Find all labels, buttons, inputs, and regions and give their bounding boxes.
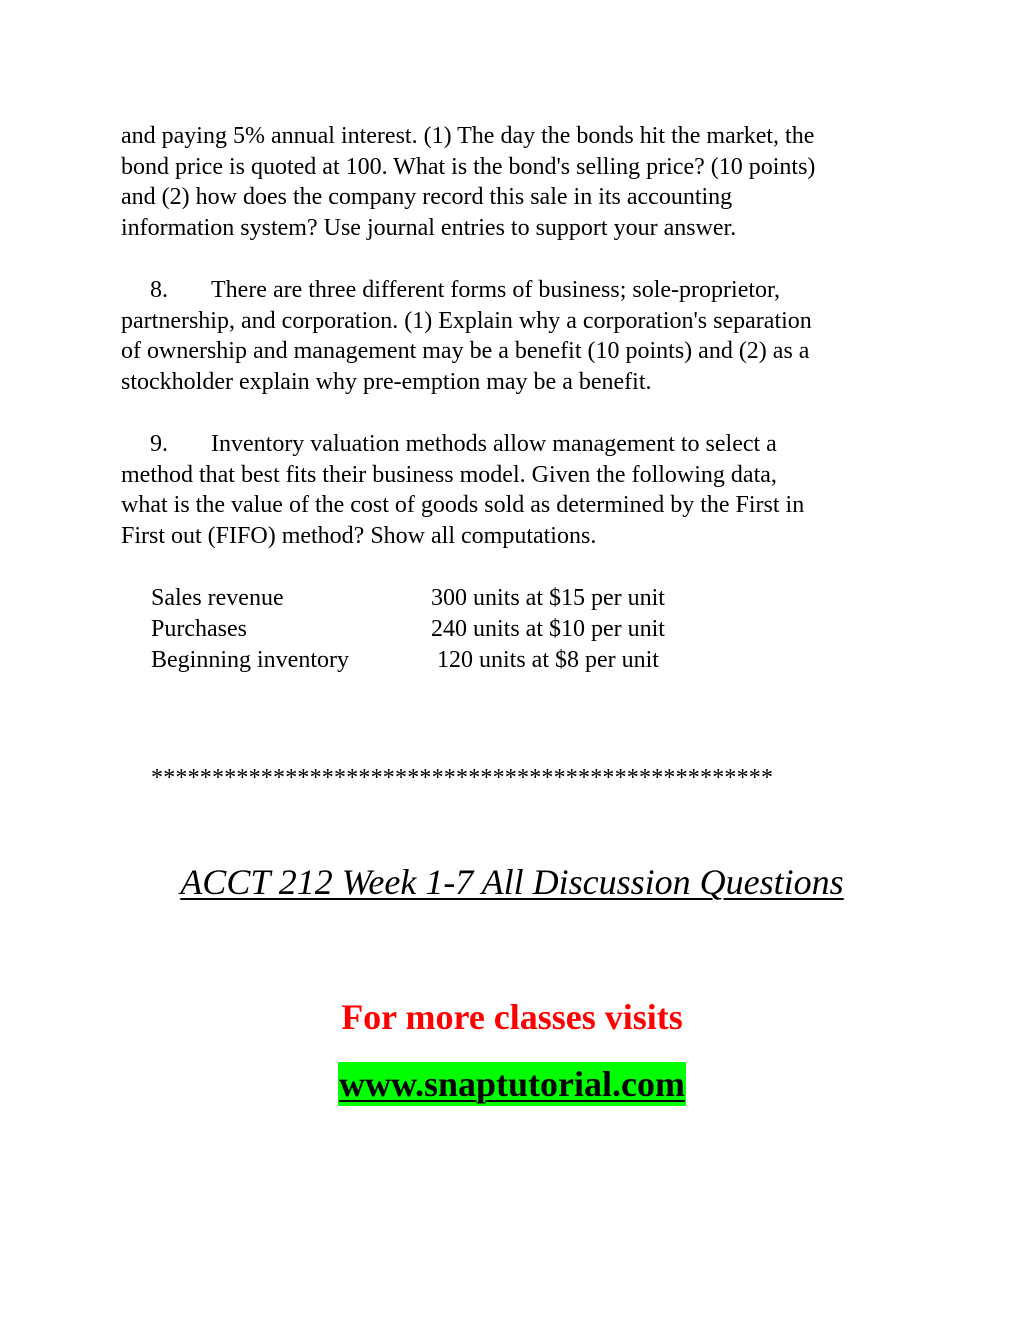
- inventory-row-purchases: [151, 614, 665, 645]
- paragraph-line: partnership, and corporation. (1) Explain why a corporation's separation: [121, 307, 812, 334]
- paragraph-line: and paying 5% annual interest. (1) The day the bonds hit the market, the: [121, 123, 815, 149]
- promo-link-wrapper: [0, 1062, 1024, 1106]
- paragraph-line: [121, 429, 911, 460]
- page-heading: [0, 858, 1024, 906]
- promo-text: For more classes visits: [341, 997, 683, 1037]
- paragraph-line: method that best fits their business model. Given the following data,: [121, 461, 777, 488]
- question-number: 8.: [150, 277, 168, 303]
- inventory-value: 300 units at $15 per unit: [431, 585, 665, 611]
- inventory-label: Purchases: [151, 616, 247, 642]
- paragraph-line: and (2) how does the company record this sale in its accounting: [121, 184, 733, 211]
- question8-paragraph: [121, 275, 911, 398]
- question-text: Inventory valuation methods allow management to select a: [211, 431, 777, 457]
- paragraph-line: information system? Use journal entries to support your answer.: [121, 215, 737, 242]
- question-text: There are three different forms of business; sole-proprietor,: [211, 277, 781, 303]
- paragraph-line: stockholder explain why pre-emption may be a benefit.: [121, 369, 652, 396]
- question7-continuation: [121, 121, 911, 244]
- snaptutorial-link[interactable]: www.snaptutorial.com: [338, 1064, 685, 1104]
- paragraph-line: bond price is quoted at 100. What is the bond's selling price? (10 points): [121, 153, 816, 180]
- separator-stars: ***************************************************: [151, 765, 774, 791]
- inventory-row-sales: [151, 583, 665, 614]
- heading-text: ACCT 212 Week 1-7 All Discussion Questions: [180, 862, 844, 902]
- paragraph-line: First out (FIFO) method? Show all computations.: [121, 523, 597, 550]
- paragraph-line: of ownership and management may be a benefit (10 points) and (2) as a: [121, 338, 810, 365]
- paragraph-line: what is the value of the cost of goods sold as determined by the First in: [121, 492, 805, 519]
- question9-paragraph: [121, 429, 911, 552]
- paragraph-line: [121, 275, 911, 306]
- inventory-value: 120 units at $8 per unit: [431, 647, 659, 673]
- inventory-value: 240 units at $10 per unit: [431, 616, 665, 642]
- inventory-label: Sales revenue: [151, 585, 284, 611]
- inventory-row-beginning: [151, 645, 659, 676]
- inventory-label: Beginning inventory: [151, 647, 349, 673]
- question-number: 9.: [150, 431, 168, 457]
